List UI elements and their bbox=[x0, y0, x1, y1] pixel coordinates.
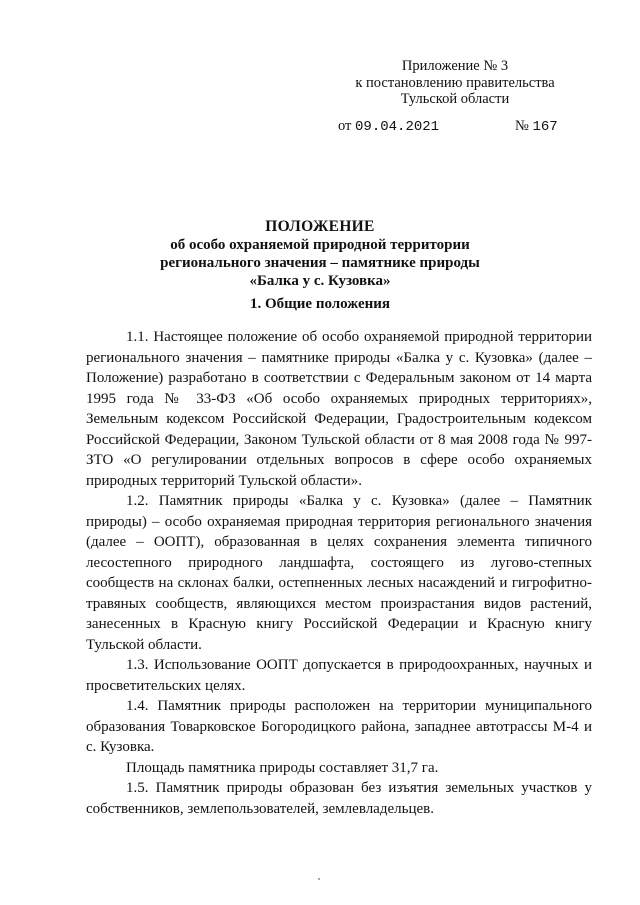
decree-number-prefix: № bbox=[515, 118, 529, 134]
title-line-4: «Балка у с. Кузовка» bbox=[249, 273, 391, 289]
appendix-region: Тульской области bbox=[400, 91, 510, 107]
title-line-2: об особо охраняемой природной территории bbox=[170, 237, 470, 253]
paragraph-1-3: 1.3. Использование ООПТ допускается в природоохранных, научных и просветительских целях. bbox=[86, 657, 592, 694]
scan-dot bbox=[318, 878, 320, 880]
document-title bbox=[0, 218, 640, 290]
decree-number bbox=[515, 118, 558, 135]
paragraph-1-5: 1.5. Памятник природы образован без изъятия земельных участков у собственников, землепользователей, землевладельцев. bbox=[86, 780, 592, 817]
paragraph-area: Площадь памятника природы составляет 31,7 га. bbox=[126, 759, 439, 776]
decree-date-prefix: от bbox=[338, 118, 352, 134]
title-main: ПОЛОЖЕНИЕ bbox=[265, 218, 375, 235]
appendix-number: Приложение № 3 bbox=[401, 58, 509, 74]
decree-date bbox=[338, 118, 439, 135]
section-heading: 1. Общие положения bbox=[249, 296, 391, 312]
document-body bbox=[86, 327, 592, 819]
title-line-3: регионального значения – памятнике природы bbox=[160, 255, 480, 271]
paragraph-1-2: 1.2. Памятник природы «Балка у с. Кузовка» (далее – Памятник природы) – особо охраняемая природная территория регионального значения (далее – ООПТ), образованная в целях сохранения элемента типичного лесостепного природного ландшафта, состоящего из лугово-степных сообществ на склонах балки, остепненных лесных насаждений и гигрофитно-травяных сообществ, являющихся местом произрастания видов растений, занесенных в Красную книгу Российской Федерации и Красную книгу Тульской области. bbox=[86, 493, 592, 653]
appendix-reference: к постановлению правительства bbox=[355, 74, 555, 91]
decree-date-value: 09.04.2021 bbox=[355, 119, 440, 135]
appendix-header bbox=[330, 58, 580, 108]
paragraph-1-1: 1.1. Настоящее положение об особо охраняемой природной территории регионального значения – памятнике природы «Балка у с. Кузовка» (далее – Положение) разработано в соответствии с Федеральным законом от 14 марта 1995 года № 33-ФЗ «Об особо охраняемых природных территориях», Земельным кодексом Российской Федерации, Градостроительным кодексом Российской Федерации, Законом Тульской области от 8 мая 2008 года № 997-ЗТО «О регулировании отдельных вопросов в сфере особо охраняемых природных территорий Тульской области». bbox=[86, 329, 592, 489]
decree-number-value: 167 bbox=[532, 119, 558, 135]
paragraph-1-4: 1.4. Памятник природы расположен на территории муниципального образования Товарковское Богородицкого района, западнее автотрассы М-4 и с. Кузовка. bbox=[86, 698, 592, 755]
